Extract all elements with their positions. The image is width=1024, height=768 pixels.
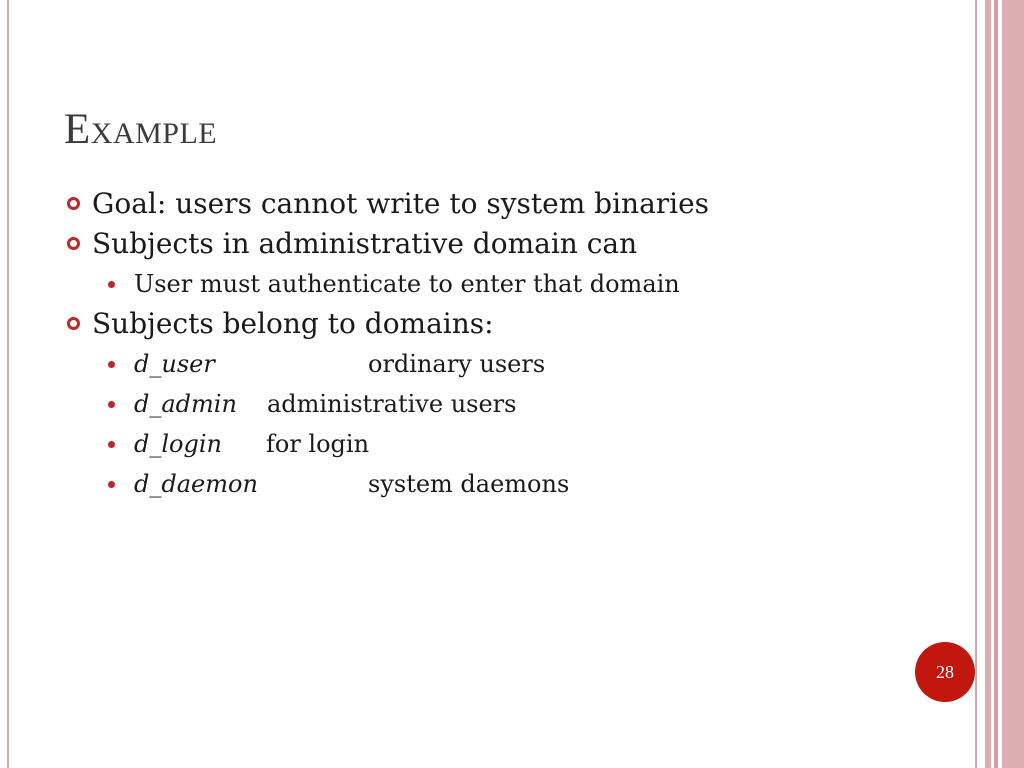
domain-description: for login: [266, 430, 370, 458]
domain-description: system daemons: [368, 470, 570, 498]
ring-bullet-icon: [67, 197, 80, 210]
domain-item: [64, 424, 964, 464]
bullet-list: [64, 184, 964, 504]
domain-name: d_user: [134, 350, 215, 378]
domain-name: d_daemon: [134, 470, 258, 498]
ring-bullet-icon: [67, 237, 80, 250]
bullet-item: [64, 184, 964, 224]
bullet-item: [64, 304, 964, 344]
dot-bullet-icon: [108, 401, 115, 408]
dot-bullet-icon: [108, 481, 115, 488]
domain-description: administrative users: [267, 390, 517, 418]
dot-bullet-icon: [108, 361, 115, 368]
domain-item: [64, 384, 964, 424]
right-frame-line: [975, 0, 977, 768]
domain-item: [64, 464, 964, 504]
bullet-item: [64, 224, 964, 264]
ring-bullet-icon: [67, 317, 80, 330]
right-decorative-stripes: [985, 0, 1024, 768]
domain-name: d_login: [134, 430, 222, 458]
slide-title: Example: [64, 106, 218, 153]
slide-number-badge: 28: [915, 642, 975, 702]
sub-bullet-text: User must authenticate to enter that domain: [134, 270, 680, 298]
bullet-text: Goal: users cannot write to system binaries: [92, 187, 710, 220]
left-frame-line: [7, 0, 9, 768]
domain-name: d_admin: [134, 390, 237, 418]
domain-description: ordinary users: [368, 350, 546, 378]
bullet-text: Subjects in administrative domain can: [92, 227, 638, 260]
sub-bullet-item: [64, 264, 964, 304]
bullet-text: Subjects belong to domains:: [92, 307, 494, 340]
domain-item: [64, 344, 964, 384]
dot-bullet-icon: [108, 441, 115, 448]
dot-bullet-icon: [108, 281, 115, 288]
